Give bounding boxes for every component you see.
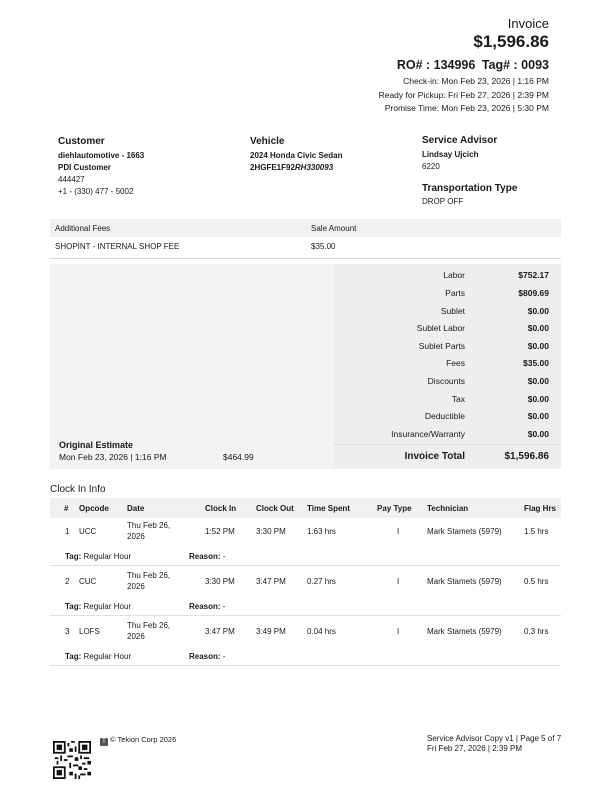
ro-number: RO# : 134996: [396, 58, 476, 72]
col-pay-type: Pay Type: [377, 504, 412, 513]
advisor-heading: Service Advisor: [422, 135, 498, 146]
original-estimate-date: Mon Feb 23, 2026 | 1:16 PM: [59, 452, 167, 462]
additional-fees-table: [50, 219, 561, 259]
row-time-spent: 0.04 hrs: [307, 627, 336, 636]
copy-info: Service Advisor Copy v1 | Page 5 of 7: [427, 734, 562, 743]
row-pay-type: I: [397, 627, 400, 636]
row-flag-hrs: 0.5 hrs: [524, 577, 549, 586]
reason-value: -: [222, 552, 226, 561]
col-clock-in: Clock In: [205, 504, 237, 513]
labor-label: Labor: [443, 270, 465, 280]
totals-divider: [334, 444, 561, 445]
row-opcode: UCC: [79, 527, 97, 536]
deductible-value: $0.00: [527, 411, 549, 421]
discounts-label: Discounts: [427, 376, 465, 386]
fees-label: Fees: [446, 358, 465, 368]
col-technician: Technician: [427, 504, 469, 513]
row-opcode: CUC: [79, 577, 97, 586]
row-tag-line: [50, 598, 561, 616]
row-pay-type: I: [397, 577, 400, 586]
customer-phone: +1 - (330) 477 - 5002: [58, 187, 134, 196]
original-estimate-label: Original Estimate: [59, 440, 134, 450]
row-clock-out: 3:49 PM: [256, 627, 286, 636]
row-clock-in: 3:30 PM: [205, 577, 235, 586]
customer-block: [58, 136, 144, 198]
promise-time: Promise Time: Mon Feb 23, 2026 | 5:30 PM: [384, 103, 549, 113]
fee-amount: $35.00: [311, 242, 336, 251]
row-reason: [189, 652, 225, 661]
insurance-warranty-label: Insurance/Warranty: [391, 429, 465, 439]
row-tag: [65, 602, 131, 611]
tag-label: Tag:: [65, 552, 82, 561]
printed-time: Fri Feb 27, 2026 | 2:39 PM: [427, 744, 523, 753]
vehicle-block: [250, 136, 342, 174]
transport-heading: Transportation Type: [422, 183, 518, 194]
row-tag: [65, 652, 131, 661]
vehicle-heading: Vehicle: [250, 136, 285, 147]
advisor-id: 6220: [422, 162, 440, 171]
row-flag-hrs: 0.3 hrs: [524, 627, 549, 636]
discounts-value: $0.00: [527, 376, 549, 386]
row-clock-out: 3:30 PM: [256, 527, 286, 536]
row-pay-type: I: [397, 527, 400, 536]
row-date-line2: 2026: [127, 532, 145, 541]
row-technician: Mark Stamets (5979): [427, 527, 502, 536]
vehicle-vin: [250, 162, 342, 174]
row-num: 1: [65, 527, 70, 536]
tekion-copyright: [100, 735, 176, 746]
clock-in-row: [50, 618, 561, 682]
row-time-spent: 1.63 hrs: [307, 527, 336, 536]
tekion-logo-icon: T: [100, 738, 108, 746]
original-estimate-value: $464.99: [223, 452, 254, 462]
clock-in-header-row: [50, 498, 561, 518]
vin-suffix: RH330093: [294, 163, 334, 172]
document-title: Invoice: [507, 16, 549, 31]
tag-label: Tag:: [65, 602, 82, 611]
reason-value: -: [222, 652, 226, 661]
row-num: 2: [65, 577, 70, 586]
totals-panel-left: [50, 264, 334, 469]
invoice-total-label: Invoice Total: [404, 451, 465, 462]
row-tag-line: [50, 648, 561, 666]
sublet-labor-label: Sublet Labor: [416, 323, 465, 333]
row-num: 3: [65, 627, 70, 636]
sublet-labor-value: $0.00: [527, 323, 549, 333]
transport-type: DROP OFF: [422, 197, 464, 206]
row-date-line2: 2026: [127, 582, 145, 591]
fees-col-fee: Additional Fees: [55, 224, 111, 233]
row-clock-out: 3:47 PM: [256, 577, 286, 586]
col-date: Date: [127, 504, 145, 513]
customer-id: 444427: [58, 175, 85, 184]
advisor-name: Lindsay Ujcich: [422, 150, 479, 159]
fees-header-row: [50, 219, 561, 237]
advisor-block: [422, 135, 517, 208]
col-num: #: [64, 504, 69, 513]
labor-value: $752.17: [518, 270, 549, 280]
tag-value: Regular Hour: [83, 552, 132, 561]
tag-label: Tag:: [65, 652, 82, 661]
sublet-value: $0.00: [527, 306, 549, 316]
row-clock-in: 3:47 PM: [205, 627, 235, 636]
fees-row: [50, 237, 561, 257]
col-clock-out: Clock Out: [256, 504, 294, 513]
row-date-line1: Thu Feb 26,: [127, 571, 171, 580]
tag-value: Regular Hour: [83, 652, 132, 661]
fees-value: $35.00: [523, 358, 549, 368]
parts-value: $809.69: [518, 288, 549, 298]
row-clock-in: 1:52 PM: [205, 527, 235, 536]
check-in-time: Check-in: Mon Feb 23, 2026 | 1:16 PM: [403, 76, 549, 86]
row-reason: [189, 552, 225, 561]
row-tag-line: [50, 548, 561, 566]
row-date-line1: Thu Feb 26,: [127, 521, 171, 530]
invoice-total-value: $1,596.86: [504, 451, 549, 462]
reason-label: Reason:: [189, 652, 221, 661]
fees-col-amount: Sale Amount: [311, 224, 357, 233]
sublet-parts-value: $0.00: [527, 341, 549, 351]
reason-value: -: [222, 602, 226, 611]
tax-label: Tax: [451, 394, 465, 404]
row-technician: Mark Stamets (5979): [427, 577, 502, 586]
ro-tag-line: [394, 58, 549, 72]
col-opcode: Opcode: [79, 504, 109, 513]
row-technician: Mark Stamets (5979): [427, 627, 502, 636]
ready-for-pickup-time: Ready for Pickup: Fri Feb 27, 2026 | 2:39 PM: [378, 90, 549, 100]
vehicle-description: 2024 Honda Civic Sedan: [250, 151, 343, 160]
row-reason: [189, 602, 225, 611]
copyright-text: © Tekion Corp 2026: [110, 735, 177, 744]
fee-name: SHOPINT - INTERNAL SHOP FEE: [55, 242, 180, 251]
insurance-warranty-value: $0.00: [527, 429, 549, 439]
tag-number: Tag# : 0093: [481, 58, 549, 72]
row-flag-hrs: 1.5 hrs: [524, 527, 549, 536]
reason-label: Reason:: [189, 602, 221, 611]
row-date-line1: Thu Feb 26,: [127, 621, 171, 630]
parts-label: Parts: [445, 288, 465, 298]
reason-label: Reason:: [189, 552, 221, 561]
tax-value: $0.00: [527, 394, 549, 404]
row-time-spent: 0.27 hrs: [307, 577, 336, 586]
clock-in-title: Clock In Info: [50, 484, 106, 495]
row-opcode: LOFS: [79, 627, 100, 636]
customer-type: PDI Customer: [58, 163, 111, 172]
col-flag-hrs: Flag Hrs: [524, 504, 557, 513]
deductible-label: Deductible: [424, 411, 465, 421]
row-date-line2: 2026: [127, 632, 145, 641]
customer-heading: Customer: [58, 136, 105, 147]
col-time-spent: Time Spent: [307, 504, 350, 513]
qr-code-icon: [53, 741, 91, 779]
customer-name: diehlautomotive - 1663: [58, 151, 145, 160]
sublet-label: Sublet: [440, 306, 465, 316]
vin-prefix: 2HGFE1F92: [250, 163, 295, 172]
invoice-total-header: $1,596.86: [473, 32, 549, 51]
tag-value: Regular Hour: [83, 602, 132, 611]
sublet-parts-label: Sublet Parts: [418, 341, 465, 351]
row-tag: [65, 552, 131, 561]
